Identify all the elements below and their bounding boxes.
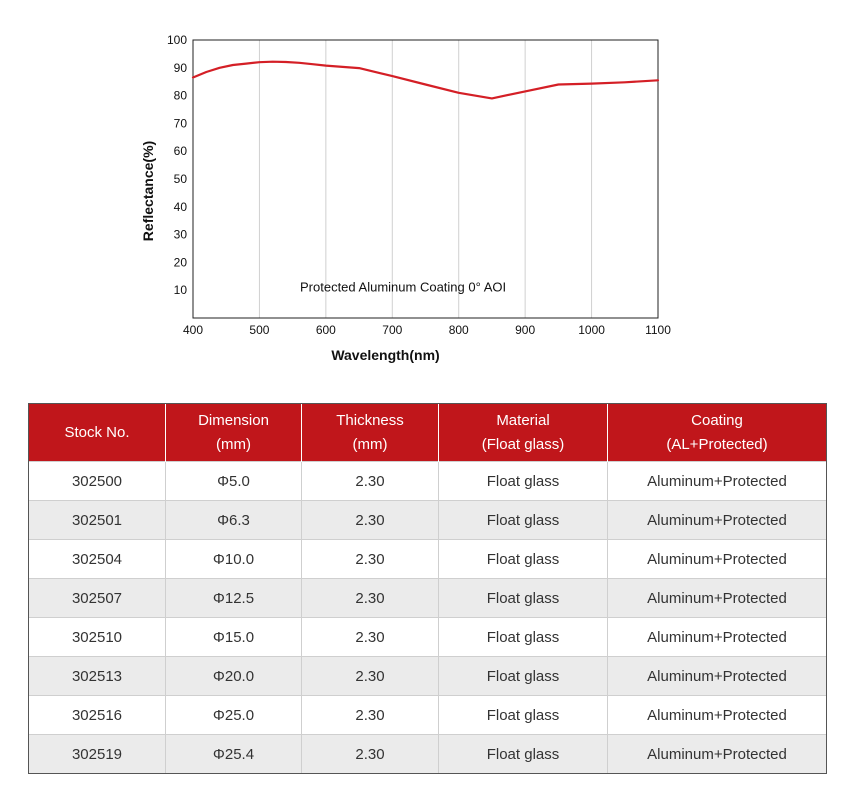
column-header-unit: (mm): [352, 435, 388, 453]
table-row: [29, 540, 826, 579]
table-row: [29, 579, 826, 618]
reflectance-series-line: [193, 62, 658, 99]
x-tick-label: 900: [515, 323, 536, 337]
table-row: [29, 501, 826, 540]
table-header-row: [29, 404, 826, 462]
column-header: [439, 404, 608, 462]
table-cell: Aluminum+Protected: [608, 657, 827, 696]
table-cell: Float glass: [439, 735, 608, 774]
table-cell: Float glass: [439, 462, 608, 501]
table-cell: Float glass: [439, 501, 608, 540]
table-cell: 2.30: [302, 462, 439, 501]
column-header-unit: (Float glass): [481, 435, 565, 453]
table-cell: 302519: [29, 735, 166, 774]
table-body: [29, 462, 826, 774]
column-header-title: Material: [496, 411, 550, 429]
table-cell: Float glass: [439, 696, 608, 735]
table-cell: 302504: [29, 540, 166, 579]
table-cell: 302501: [29, 501, 166, 540]
y-tick-label: 20: [173, 255, 187, 270]
y-axis-title: Reflectance(%): [140, 140, 156, 242]
table-cell: 2.30: [302, 540, 439, 579]
table-cell: Aluminum+Protected: [608, 618, 827, 657]
table-row: [29, 462, 826, 501]
y-tick-label: 30: [173, 227, 187, 242]
y-tick-label: 40: [173, 199, 187, 214]
table-cell: 302513: [29, 657, 166, 696]
x-tick-label: 500: [249, 323, 270, 337]
column-header-unit: (mm): [216, 435, 251, 453]
table-cell: Φ12.5: [166, 579, 302, 618]
column-header: [608, 404, 827, 462]
x-tick-label: 1100: [645, 323, 671, 337]
table-row: [29, 696, 826, 735]
spec-table: [29, 404, 826, 773]
table-cell: Φ5.0: [166, 462, 302, 501]
table-cell: Aluminum+Protected: [608, 501, 827, 540]
table-cell: 302510: [29, 618, 166, 657]
table-cell: Float glass: [439, 618, 608, 657]
column-header: [29, 404, 166, 462]
plot-frame: [193, 40, 658, 318]
column-header-title: Coating: [691, 411, 743, 429]
table-row: [29, 735, 826, 774]
x-tick-label: 600: [315, 323, 336, 337]
table-cell: Float glass: [439, 657, 608, 696]
x-tick-label: 700: [382, 323, 403, 337]
table-cell: Φ25.4: [166, 735, 302, 774]
x-tick-label: 1000: [578, 323, 605, 337]
column-header-title: Thickness: [336, 411, 404, 429]
column-header-title: Dimension: [198, 411, 269, 429]
table-cell: 2.30: [302, 501, 439, 540]
column-header-unit: (AL+Protected): [666, 435, 768, 453]
table-cell: Φ6.3: [166, 501, 302, 540]
table-cell: Float glass: [439, 540, 608, 579]
y-tick-label: 100: [166, 33, 187, 47]
y-tick-label: 80: [173, 88, 187, 103]
table-cell: Aluminum+Protected: [608, 579, 827, 618]
table-cell: 2.30: [302, 696, 439, 735]
chart-annotation: Protected Aluminum Coating 0° AOI: [300, 279, 507, 295]
table-cell: Φ15.0: [166, 618, 302, 657]
y-tick-label: 90: [173, 60, 187, 75]
table-cell: Φ25.0: [166, 696, 302, 735]
table-cell: 302507: [29, 579, 166, 618]
table-cell: 2.30: [302, 618, 439, 657]
reflectance-chart: [0, 0, 850, 380]
table-cell: Φ10.0: [166, 540, 302, 579]
x-tick-label: 400: [182, 323, 204, 337]
table-cell: 302500: [29, 462, 166, 501]
table-row: [29, 657, 826, 696]
x-tick-label: 800: [448, 323, 469, 337]
column-header-title: Stock No.: [64, 423, 130, 441]
table-cell: 2.30: [302, 657, 439, 696]
table-cell: Aluminum+Protected: [608, 696, 827, 735]
table-cell: 2.30: [302, 579, 439, 618]
y-tick-label: 10: [173, 283, 187, 298]
y-tick-label: 60: [173, 144, 187, 159]
y-tick-label: 70: [173, 116, 187, 131]
table-cell: Aluminum+Protected: [608, 540, 827, 579]
table-row: [29, 618, 826, 657]
table-cell: Aluminum+Protected: [608, 462, 827, 501]
x-axis-title: Wavelength(nm): [331, 347, 440, 363]
table-cell: Φ20.0: [166, 657, 302, 696]
table-cell: 2.30: [302, 735, 439, 774]
y-tick-label: 50: [173, 172, 187, 186]
column-header: [166, 404, 302, 462]
table-cell: Float glass: [439, 579, 608, 618]
column-header: [302, 404, 439, 462]
table-cell: Aluminum+Protected: [608, 735, 827, 774]
table-cell: 302516: [29, 696, 166, 735]
